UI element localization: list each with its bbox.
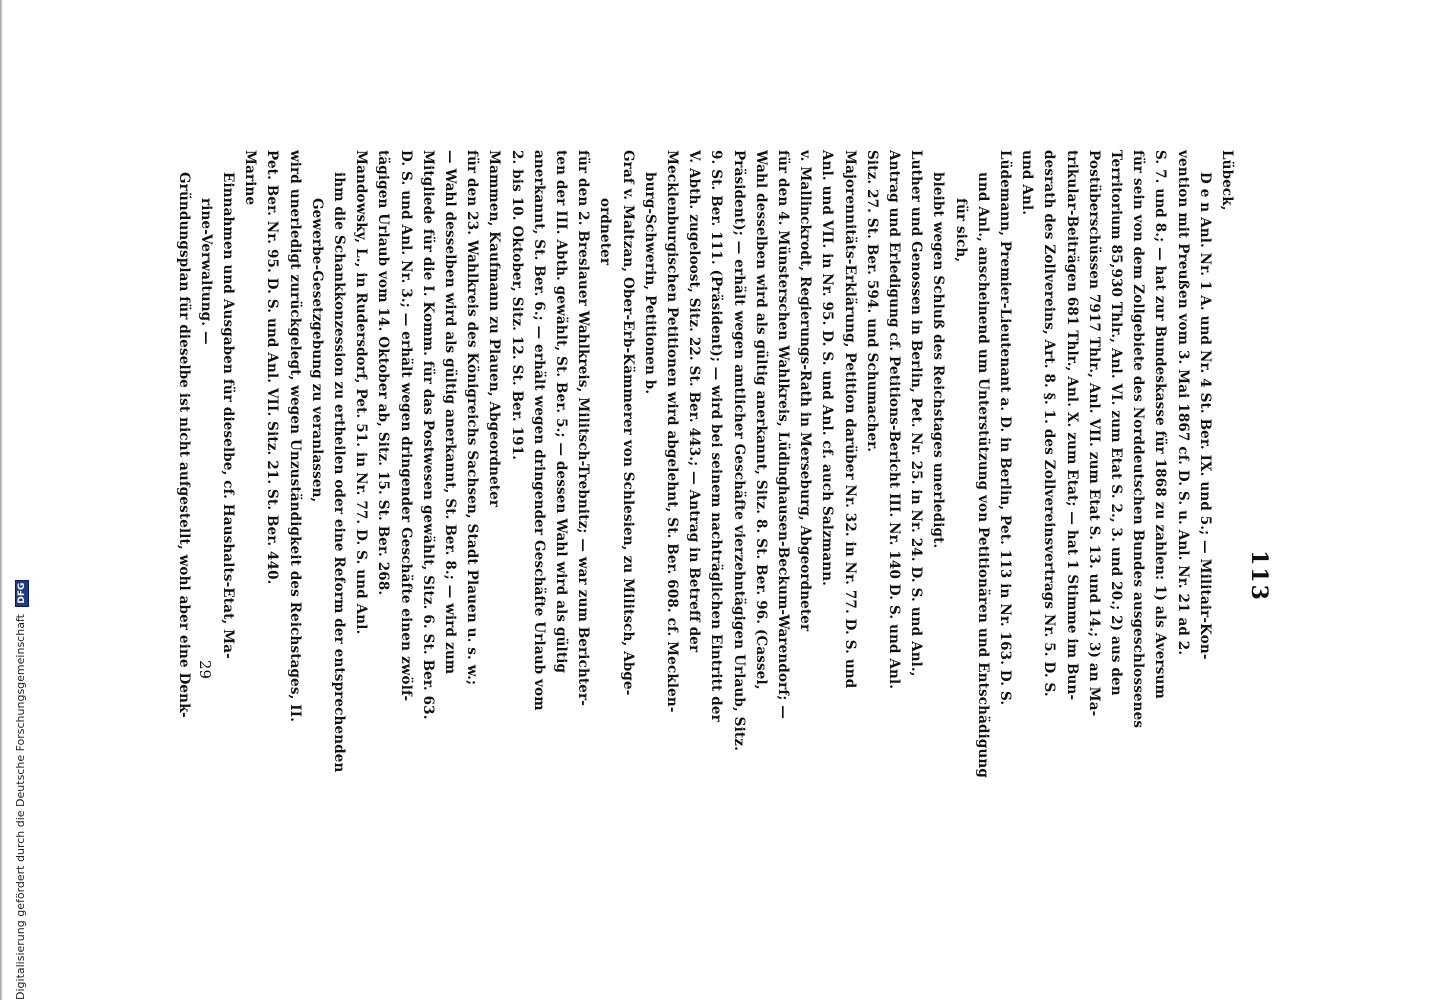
text-line: bleibt wegen Schluß des Reichstages unerledigt. [930,172,947,549]
text-line: Gründungsplan für dieselbe ist nicht aufgestellt, wohl aber eine Denk- [175,172,192,718]
footer-text: Digitalisierung gefördert durch die Deutsche Forschungsgemeinschaft [14,614,27,1000]
text-line: und Anl., anscheinend um Unterstützung von Petitionären und Entschädigung [974,172,991,778]
text-line: Anl. und VII. in Nr. 95. D. S. und Anl. cf. auch Salzmann. [819,150,836,587]
text-line: Wahl desselben wird als gültig anerkannt, Sitz. 8. St. Ber. 96. (Cassel, [752,150,769,690]
text-line: Marine [242,150,259,206]
text-line: Lübeck, [1219,150,1235,211]
text-line: Pet. Ber. Nr. 95. D. S. und Anl. VII. Sitz. 21. St. Ber. 440. [264,150,281,585]
text-line: Mecklenburgischen Petitionen wird abgelehnt, St. Ber. 608. cf. Mecklen- [664,150,680,713]
dfg-logo: DFG [15,580,29,607]
text-line: Antrag und Erledigung cf. Petitions-Bericht III. Nr. 140 D. S. und Anl. [886,150,902,690]
text-line: — Wahl desselben wird als gültig anerkannt, St. Ber. 8.; — wird zum [442,150,458,675]
text-line: vention mit Preußen vom 3. Mai 1867 cf. D. S. u. Anl. Nr. 21 ad 2. [1174,150,1191,656]
text-line: S. 7. und 8.; — hat zur Bundeskasse für 1868 zu zahlen: 1) als Aversum [1152,150,1169,699]
text-line: ihm die Schankkonzession zu ertheilen oder eine Reform der entsprechenden [331,172,347,773]
text-line: Luther und Genossen in Berlin, Pet. Nr. 25. in Nr. 24. D. S. und Anl., [908,150,925,677]
scan-edge [0,0,3,1000]
text-line: für den 4. Münsterschen Wahlkreis, Lüdinghausen-Beckum-Warendorf; — [775,150,791,719]
text-line: Einnahmen und Ausgaben für dieselbe, cf. Haushalts-Etat, Ma- [220,172,236,659]
text-line: trikular-Beiträgen 681 Thlr., Anl. X. zum Etat; — hat 1 Stimme im Bun- [1063,150,1080,701]
digitization-footer [14,580,32,1000]
text-line: Postüberschüssen 7917 Thlr., Anl. VII. zum Etat S. 13. und 14.; 3) an Ma- [1085,150,1102,717]
text-line: für den 2. Breslauer Wahlkreis, Militsch-Trebnitz; — war zum Berichter- [575,150,592,707]
text-line: für den 23. Wahlkreis des Königreichs Sachsen, Stadt Plauen u. s. w.; [464,150,481,686]
text-line: Graf v. Maltzan, Ober-Erb-Kämmerer von Schlesien, zu Militsch, Abge- [619,150,636,696]
text-line: desrath des Zollvereins, Art. 8. §. 1. des Zollvereinsvertrags Nr. 5. D. S. [1041,150,1058,697]
text-line: ordneter [597,198,614,266]
signature-mark: 29 [196,660,214,680]
text-line: 9. St. Ber. 111. (Präsident); — wird bei seinem nachträglichen Eintritt der [708,150,725,722]
text-line: burg-Schwerin, Petitionen b. [641,172,658,395]
text-line: V. Abth. zugeloost, Sitz. 22. St. Ber. 443.; — Antrag in Betreff der [686,150,703,653]
text-line: 2. bis 10. Oktober, Sitz. 12. St. Ber. 191. [508,150,525,461]
text-line: tägigen Urlaub vom 14. Oktober ab, Sitz. 15. St. Ber. 268. [375,150,392,596]
text-line: Lüdemann, Premier-Lieutenant a. D. in Berlin, Pet. 113 in Nr. 163. D. S. [997,150,1013,706]
text-line: für sich, [952,198,969,263]
text-line: ten der III. Abth. gewählt, St. Ber. 5.; — dessen Wahl wird als gültig [553,150,569,674]
text-line: wird unerledigt zurückgelegt, wegen Unzuständigkeit des Reichstages, II. [286,150,303,723]
text-line: D e n Anl. Nr. 1 A. und Nr. 4 St. Ber. IX. und 5.; — Militair-Kon- [1196,172,1213,660]
text-line: v. Mallinckrodt, Regierungs-Rath in Merseburg, Abgeordneter [797,150,814,632]
text-line: Mandowsky, L., in Rudersdorf, Pet. 51. in Nr. 77. D. S. und Anl. [353,150,370,635]
rotated-page [172,150,1272,985]
text-line: D. S. und Anl. Nr. 3.; — erhält wegen dringender Geschäfte einen zwölf- [397,150,414,702]
text-line: Gewerbe-Gesetzgebung zu veranlassen, [308,198,325,503]
text-line: und Anl. [1019,150,1036,216]
text-line: für sein von dem Zollgebiete des Norddeutschen Bundes ausgeschlossenes [1130,150,1147,729]
text-line: Mitgliede für die I. Komm. für das Postwesen gewählt, Sitz. 6. St. Ber. 63. [419,150,436,720]
text-line: Sitz. 27. St. Ber. 594. und Schumacher. [863,150,880,453]
text-line: Präsident); — erhält wegen amtlicher Geschäfte vierzehntägigen Urlaub, Sitz. [730,150,747,751]
text-line: Mammen, Kaufmann zu Plauen, Abgeordneter [486,150,503,508]
text-line: Majorennitäts-Erklärung, Petition darüber Nr. 32. in Nr. 77. D. S. und [841,150,858,689]
text-line: Territorium 85,930 Thlr., Anl. VI. zum Etat S. 2., 3. und 20.; 2) aus den [1108,150,1124,696]
page-number: 113 [1246,550,1272,602]
text-line: anerkannt, St. Ber. 6.; — erhält wegen dringender Geschäfte Urlaub vom [530,150,547,711]
text-line: rine-Verwaltung. — [197,198,214,345]
